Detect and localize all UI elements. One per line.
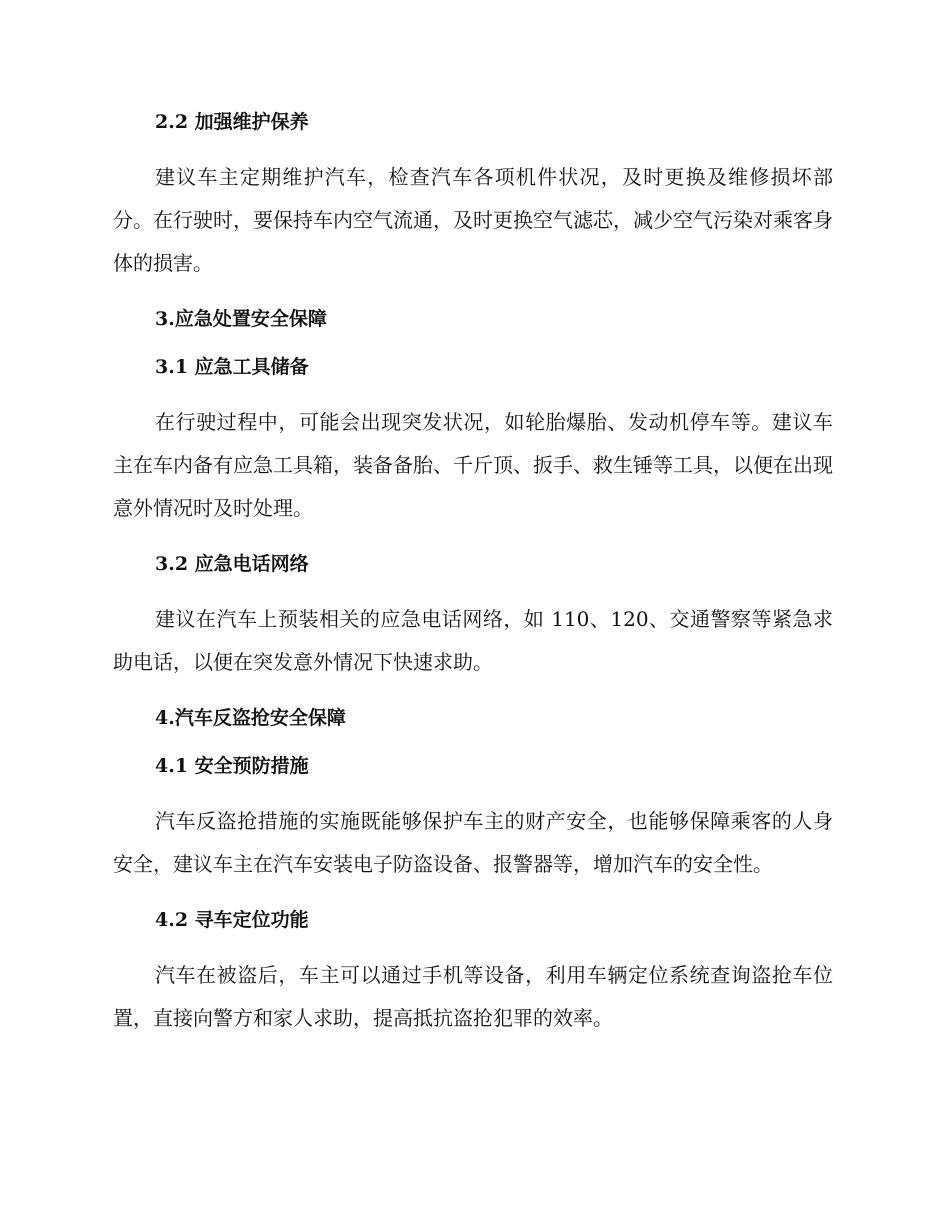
section-heading-2-2: 2.2 加强维护保养 (155, 111, 309, 133)
paragraph-emergency-tools: 在行驶过程中，可能会出现突发状况，如轮胎爆胎、发动机停车等。建议车主在车内备有应急工具箱，装备备胎、千斤顶、扳手、救生锤等工具，以便在出现意外情况时及时处理。 (113, 410, 833, 520)
section-heading-3-1: 3.1 应急工具储备 (155, 356, 309, 378)
section-heading-4-2: 4.2 寻车定位功能 (155, 909, 309, 931)
paragraph-emergency-phone: 建议在汽车上预装相关的应急电话网络，如 110、120、交通警察等紧急求助电话，以便在突发意外情况下快速求助。 (113, 607, 833, 674)
paragraph-maintenance: 建议车主定期维护汽车，检查汽车各项机件状况，及时更换及维修损坏部分。在行驶时，要保持车内空气流通，及时更换空气滤芯，减少空气污染对乘客身体的损害。 (113, 165, 833, 275)
document-page (113, 108, 833, 1060)
paragraph-vehicle-location: 汽车在被盗后，车主可以通过手机等设备，利用车辆定位系统查询盗抢车位置，直接向警方和家人求助，提高抵抗盗抢犯罪的效率。 (113, 963, 833, 1030)
section-heading-4: 4.汽车反盗抢安全保障 (155, 707, 346, 729)
section-heading-3: 3.应急处置安全保障 (155, 308, 327, 330)
section-heading-3-2: 3.2 应急电话网络 (155, 553, 309, 575)
section-heading-4-1: 4.1 安全预防措施 (155, 755, 309, 777)
paragraph-prevention: 汽车反盗抢措施的实施既能够保护车主的财产安全，也能够保障乘客的人身安全，建议车主在汽车安装电子防盗设备、报警器等，增加汽车的安全性。 (113, 809, 833, 876)
